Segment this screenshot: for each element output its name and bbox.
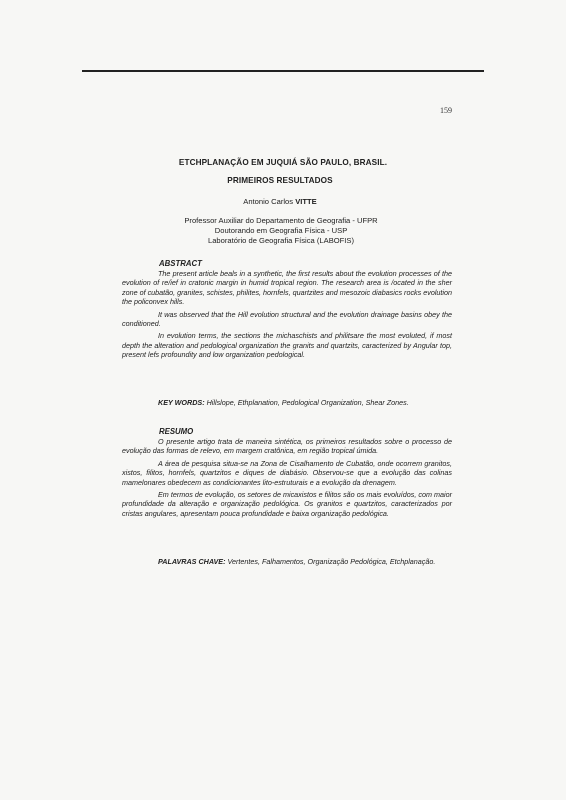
title-line-2: PRIMEIROS RESULTADOS (227, 176, 333, 185)
resumo-paragraph-1: O presente artigo trata de maneira sintética, os primeiros resultados sobre o processo de evolução das formas de relevo, em margem cratônica, em região tropical úmida. (122, 437, 452, 456)
keywords-text: Hillslope, Ethplanation, Pedological Organization, Shear Zones. (204, 398, 409, 407)
author (150, 197, 410, 206)
author-last-name: VITTE (295, 197, 317, 206)
resumo-heading: RESUMO (159, 427, 194, 436)
header-rule (82, 70, 484, 72)
abstract-paragraph-1: The present article beals in a synthetic, the first results about the evolution processes of the evolution of re/ief in cratonic margin in humid tropical region. The research area is /ocated in the sher zone of cubatão, granites, schistes, philites, hornfels, quartzites and mesozoic diabasics rocks evolution the policonvex hills. (122, 269, 453, 307)
abstract-paragraph-3: In evolution terms, the sections the michaschists and philitsare the most evoluted, if most depth the alteration and pedological organization the granits and quartzits, caracterized by Angular top, present lefs profoundity and low organization pedological. (122, 331, 452, 360)
resumo-keywords-line (122, 557, 452, 566)
abstract-keywords-line (122, 398, 452, 407)
resumo-keywords (122, 557, 452, 566)
abstract-body (122, 269, 452, 360)
affiliation-2: Doutorando em Geografia Física - USP (214, 226, 348, 235)
title-line-1: ETCHPLANAÇÃO EM JUQUIÁ SÃO PAULO, BRASIL. (178, 158, 388, 167)
resumo-paragraph-2: A área de pesquisa situa-se na Zona de Cisalhamento de Cubatão, onde ocorrem granitos, xistos, filitos, hornfels, quartzitos e diques de diabásio. Observou-se que a evolução das colinas mamelonares obedecem as condicionantes lito-estruturais e a evolução da drenagem. (122, 458, 452, 487)
palavras-chave-label: PALAVRAS CHAVE: (158, 557, 226, 566)
resumo-paragraph-3: Em termos de evolução, os setores de micaxistos e filitos são os mais evoluídos, com maior profundidade da alteração e organização pedológica. Os granitos e quartzitos, caracterizados por cristas angulares, apresentam pouca profundidade e baixa organização pedológica. (122, 490, 452, 518)
abstract-heading: ABSTRACT (159, 259, 202, 268)
palavras-chave-text: Vertentes, Falhamentos, Organização Pedológica, Etchplanação. (225, 557, 436, 566)
abstract-keywords (122, 398, 452, 407)
affiliation-1: Professor Auxiliar do Departamento de Geografia - UFPR (184, 216, 378, 225)
keywords-label: KEY WORDS: (158, 398, 205, 407)
affiliation-3: Laboratório de Geografia Física (LABOFIS) (207, 236, 355, 245)
page-number: 159 (440, 106, 452, 115)
author-first-name: Antonio Carlos (243, 197, 296, 206)
abstract-paragraph-2: It was observed that the Hill evolution structural and the evolution drainage basins obey the conditioned. (122, 309, 452, 329)
resumo-body (122, 437, 452, 518)
